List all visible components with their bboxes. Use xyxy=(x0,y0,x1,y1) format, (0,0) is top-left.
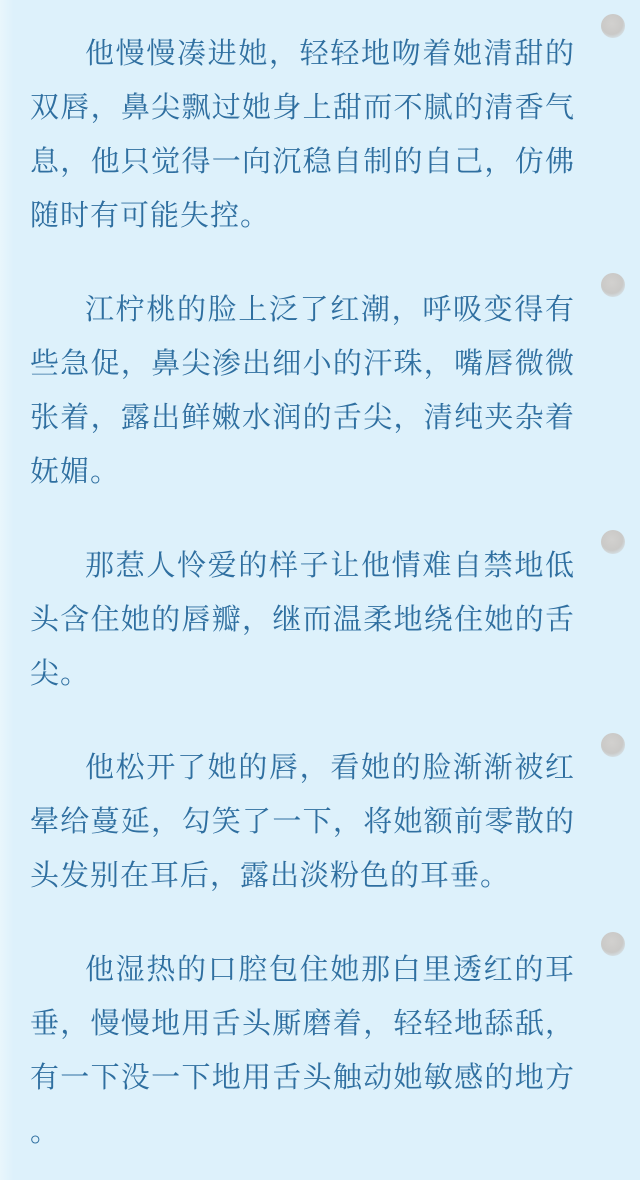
page-edge-dot-icon xyxy=(601,530,625,554)
paragraph: 他湿热的口腔包住她那白里透红的耳垂，慢慢地用舌头厮磨着，轻轻地舔舐，有一下没一下地用舌头触动她敏感的地方。 xyxy=(30,952,575,1148)
paragraph: 他松开了她的唇，看她的脸渐渐被红晕给蔓延，勾笑了一下，将她额前零散的头发别在耳后，露出淡粉色的耳垂。 xyxy=(30,750,575,892)
paragraph: 他慢慢凑进她，轻轻地吻着她清甜的双唇，鼻尖飘过她身上甜而不腻的清香气息，他只觉得一向沉稳自制的自己，仿佛随时有可能失控。 xyxy=(30,36,575,232)
paragraph: 那惹人怜爱的样子让他情难自禁地低头含住她的唇瓣，继而温柔地绕住她的舌尖。 xyxy=(30,548,575,690)
paragraph: 江柠桃的脸上泛了红潮，呼吸变得有些急促，鼻尖渗出细小的汗珠，嘴唇微微张着，露出鲜嫩水润的舌尖，清纯夹杂着妩媚。 xyxy=(30,292,575,488)
page-edge-dot-icon xyxy=(601,14,625,38)
page-edge-dot-icon xyxy=(601,273,625,297)
page-edge-sheen xyxy=(0,0,14,1180)
page-edge-dot-icon xyxy=(601,932,625,956)
page-edge-dot-icon xyxy=(601,733,625,757)
novel-text-block xyxy=(30,26,575,1158)
